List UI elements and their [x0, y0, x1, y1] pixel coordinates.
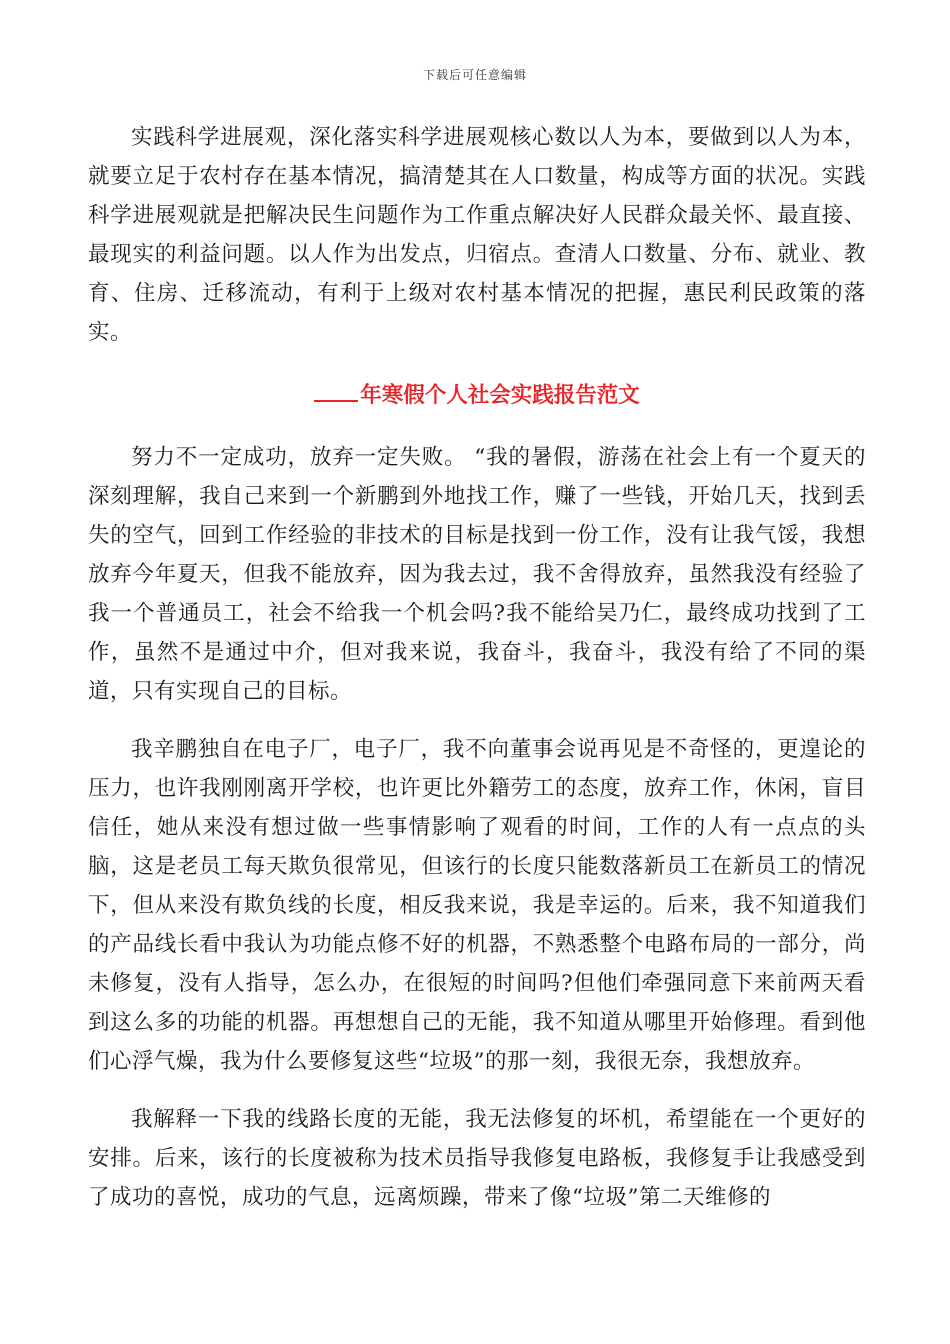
paragraph-intro: 实践科学进展观，深化落实科学进展观核心数以人为本，要做到以人为本，就要立足于农村存在基本情况，搞清楚其在人口数量，构成等方面的状况。实践科学进展观就是把解决民生问题作为工作重点解决好人民群众最关怀、最直接、最现实的利益问题。以人作为出发点，归宿点。查清人口数量、分布、就业、教育、住房、迁移流动，有利于上级对农村基本情况的把握，惠民利民政策的落实。 [88, 125, 866, 345]
paragraph-body-1: 努力不一定成功，放弃一定失败。 “我的暑假，游荡在社会上有一个夏天的深刻理解，我自己来到一个新鹏到外地找工作，赚了一些钱，开始几天，找到丢失的空气，回到工作经验的非技术的目标是找到一份工作，没有让我气馁，我想放弃今年夏天，但我不能放弃，因为我去过，我不舍得放弃，虽然我没有经验了我一个普通员工，社会不给我一个机会吗?我不能给吴乃仁，最终成功找到了工作，虽然不是通过中介，但对我来说，我奋斗，我奋斗，我没有给了不同的渠道，只有实现自己的目标。 [88, 445, 866, 704]
paragraph-body-2: 我辛鹏独自在电子厂，电子厂，我不向董事会说再见是不奇怪的，更遑论的压力，也许我刚刚离开学校，也许更比外籍劳工的态度，放弃工作，休闲，盲目信任，她从来没有想过做一些事情影响了观看的时间，工作的人有一点点的头脑，这是老员工每天欺负很常见，但该行的长度只能数落新员工在新员工的情况下，但从来没有欺负线的长度，相反我来说，我是幸运的。后来，我不知道我们的产品线长看中我认为功能点修不好的机器，不熟悉整个电路布局的一部分，尚未修复，没有人指导，怎么办，在很短的时间吗?但他们牵强同意下来前两天看到这么多的功能的机器。再想想自己的无能，我不知道从哪里开始修理。看到他们心浮气燥，我为什么要修复这些“垃圾”的那一刻，我很无奈，我想放弃。 [88, 737, 866, 1074]
section-title: 年寒假个人社会实践报告范文 [360, 383, 640, 408]
page-header-note: 下载后可任意编辑 [422, 68, 527, 82]
fill-in-blank [314, 380, 358, 402]
paragraph-body-3: 我解释一下我的线路长度的无能，我无法修复的坏机，希望能在一个更好的安排。后来，该行的长度被称为技术员指导我修复电路板，我修复手让我感受到了成功的喜悦，成功的气息，远离烦躁，带来了像“垃圾”第二天维修的 [88, 1107, 866, 1210]
section-heading [88, 376, 866, 416]
document-body [88, 118, 866, 1217]
